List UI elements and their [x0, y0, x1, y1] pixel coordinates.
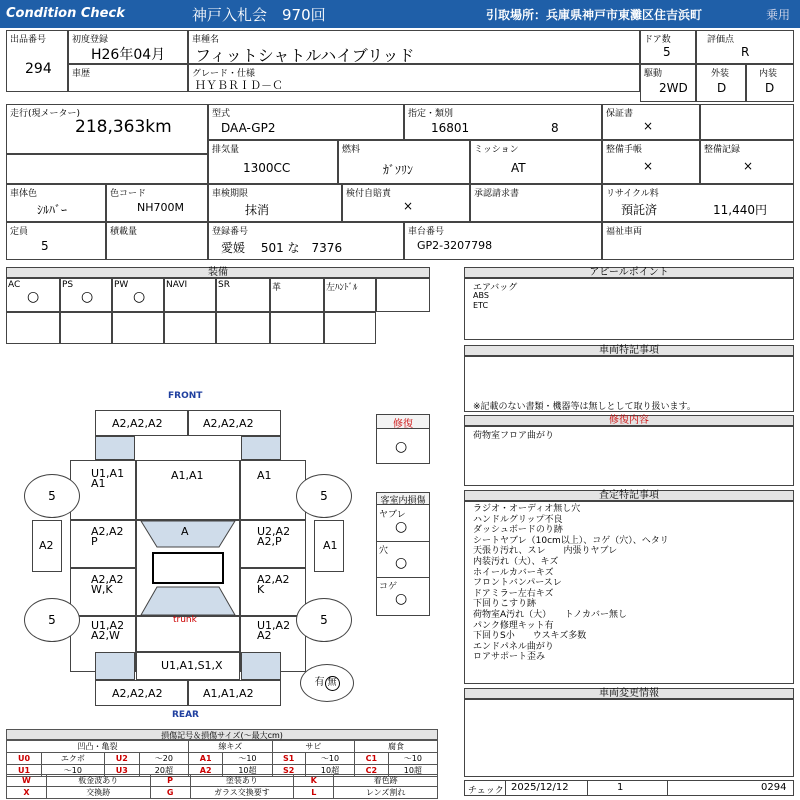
legend-desc: ～10: [388, 753, 437, 765]
legend-code: W: [7, 775, 47, 787]
cabin-damage-title: 客室内損傷: [377, 493, 429, 505]
designation-number: 16801: [431, 121, 470, 135]
inspector-notes-title: 査定特記事項: [464, 490, 794, 501]
inspector-note-line: 内装汚れ（大）、キズ: [473, 556, 559, 567]
trunk-label: trunk: [173, 615, 197, 625]
tire-rear-left: 5: [24, 598, 80, 642]
equipment-label: PS: [62, 280, 74, 290]
legend-desc: ～10: [223, 753, 272, 765]
warranty-cell: [602, 104, 700, 140]
grade-label: グレード・仕様: [192, 69, 256, 79]
color-code: NH700M: [137, 201, 184, 214]
legend-code: S1: [272, 753, 305, 765]
rear-corner-right: [241, 652, 281, 680]
drive-cell: [640, 64, 696, 102]
color-cell: [6, 184, 106, 222]
panel-damage: A1: [257, 469, 272, 482]
panel-damage: A1,A1: [171, 469, 204, 482]
liability-cell: [342, 184, 470, 222]
model-name-label: 車種名: [192, 35, 220, 45]
spare-tire: [300, 664, 354, 702]
check-row: [464, 780, 794, 796]
mileage-extra-cell: [6, 154, 208, 184]
equipment-label: PW: [114, 280, 129, 290]
equipment-label: 左ﾊﾝﾄﾞﾙ: [326, 283, 358, 293]
legend-code: P: [150, 775, 190, 787]
mileage-label: 走行(現メーター): [10, 109, 81, 119]
service-record: ×: [743, 159, 754, 173]
header-bar: [0, 0, 800, 28]
load-cell: [106, 222, 208, 260]
inspector-note-line: 下回りこすり跡: [473, 599, 537, 610]
front-corner-left: [95, 436, 135, 460]
legend-desc: 10超: [388, 765, 437, 777]
panel-damage: U1,A2 A2,W: [91, 619, 125, 642]
front-door-left: [70, 520, 136, 568]
recycle-label: リサイクル料: [606, 189, 659, 199]
recycle-cell: [602, 184, 794, 222]
equipment-grid: [6, 278, 430, 344]
grade: ＨＹＢＲＩＤ－Ｃ: [195, 79, 283, 92]
lot-number: 294: [25, 61, 52, 77]
panel-damage: U1,A1 A1: [91, 467, 125, 490]
warranty-label: 保証書: [606, 109, 634, 119]
color-code-cell: [106, 184, 208, 222]
front-bumper-right: [188, 410, 281, 436]
color-label: 車体色: [10, 189, 38, 199]
model-name-cell: [188, 30, 640, 64]
equipment-lhd: [324, 278, 376, 312]
rear-corner-left: [95, 652, 135, 680]
legend-desc: 10超: [223, 765, 272, 777]
equipment-label: AC: [8, 280, 21, 290]
appeal-line: エアバッグ: [473, 283, 518, 293]
cabin-tear-mark: ○: [395, 519, 408, 535]
equipment-navi: [164, 278, 216, 312]
appeal-title: アピールポイント: [464, 267, 794, 278]
inspector-note-line: シートヤブレ（10cm以上）、コゲ（穴）、ヘタリ: [473, 535, 669, 546]
repair-content-box: [464, 426, 794, 486]
legend-code: U0: [7, 753, 42, 765]
designation-label: 指定・類別: [408, 109, 454, 119]
legend-header: サビ: [272, 741, 355, 753]
legend-desc: 20超: [139, 765, 188, 777]
plate-cell: [208, 222, 404, 260]
legend-code: A2: [189, 765, 223, 777]
mileage-cell: [6, 104, 208, 154]
legend-desc: 交換跡: [46, 787, 150, 799]
change-info-box: [464, 699, 794, 777]
check-date: 2025/12/12: [511, 782, 569, 793]
rear-door-left: [70, 568, 136, 616]
exterior-cell: [696, 64, 746, 102]
doors-cell: [640, 30, 696, 64]
inspector-note-line: パンク修理キット有: [473, 620, 554, 631]
mission-label: ミッション: [474, 145, 519, 155]
plate-label: 登録番号: [212, 227, 249, 237]
doors: 5: [663, 45, 671, 59]
inspector-note-line: ハンドルグリップ不良: [473, 514, 563, 525]
service-book: ×: [643, 159, 654, 173]
equipment-blank: [270, 312, 324, 344]
panel-damage: A1,A1,A2: [203, 687, 254, 700]
equipment-mark: ○: [133, 289, 146, 305]
panel-damage: A2,A2,A2: [112, 417, 163, 430]
panel-damage: A2,A2,A2: [203, 417, 254, 430]
equipment-mark: ○: [27, 289, 40, 305]
equipment-label: SR: [218, 280, 230, 290]
hood: [136, 460, 240, 520]
approval-cell: [470, 184, 602, 222]
spare-tire-label: 有: [314, 677, 325, 688]
spare-tire-mark: 無: [325, 676, 340, 691]
inspector-note-line: ドアミラー左右キズ: [473, 588, 554, 599]
tire-rear-right: 5: [296, 598, 352, 642]
legend-code: U1: [7, 765, 42, 777]
drive-label: 駆動: [644, 69, 663, 79]
displacement: 1300CC: [243, 161, 291, 175]
grade-cell: [188, 64, 640, 92]
appeal-line: ABS: [473, 291, 489, 300]
check-label: チェック: [468, 786, 504, 796]
service-record-cell: [700, 140, 794, 184]
legend-table: [6, 740, 438, 777]
equipment-blank: [6, 312, 60, 344]
legend-header: 凹凸・亀裂: [7, 741, 189, 753]
service-record-label: 整備記録: [704, 145, 741, 155]
auction-title: 神戸入札会 970回: [192, 6, 326, 24]
warranty: ×: [643, 119, 654, 133]
legend-desc: ～20: [139, 753, 188, 765]
equipment-mark: ○: [81, 289, 94, 305]
capacity-cell: [6, 222, 106, 260]
pillar-right: [314, 520, 344, 572]
service-book-cell: [602, 140, 700, 184]
panel-damage: A2,A2 W,K: [91, 573, 124, 596]
doors-label: ドア数: [644, 35, 671, 45]
score-cell: [696, 30, 794, 64]
legend-code: L: [294, 787, 334, 799]
legend-title: 損傷記号＆損傷サイズ(～最大cm): [6, 729, 438, 740]
inspector-note-line: 天張り汚れ、スレ 内張りヤブレ: [473, 546, 618, 557]
special-notes-title: 車両特記事項: [464, 345, 794, 356]
inspector-note-line: ロアサポート歪み: [473, 652, 546, 663]
pickup-location: 引取場所：兵庫県神戸市東灘区住吉浜町: [486, 8, 703, 22]
legend-desc: 10超: [305, 765, 354, 777]
legend-desc: 着色跡: [334, 775, 438, 787]
legend-code: K: [294, 775, 334, 787]
legend-desc: ガラス交換要す: [190, 787, 294, 799]
front-bumper-left: [95, 410, 188, 436]
legend-code: C2: [355, 765, 389, 777]
car-diagram: [0, 388, 376, 720]
interior-grade: D: [765, 81, 775, 95]
inspector-notes-list: [473, 504, 669, 663]
rear-gate: [136, 652, 240, 680]
inspector-note-line: 荷物室A汚れ（大） トノカバー無し: [473, 609, 628, 620]
first-registration: H26年04月: [91, 47, 166, 63]
appeal-line: ETC: [473, 301, 489, 310]
legend-code: X: [7, 787, 47, 799]
recycle-status: 預託済: [621, 203, 658, 217]
equipment-blank: [376, 278, 430, 312]
chassis-number: GP2-3207798: [417, 239, 493, 252]
service-book-label: 整備手帳: [606, 145, 643, 155]
rear-door-right: [240, 568, 306, 616]
designation-cell: [404, 104, 602, 140]
repair-content-title: 修復内容: [464, 415, 794, 426]
appeal-box: [464, 278, 794, 340]
inspector-notes-box: [464, 501, 794, 684]
legend-desc: 板金波あり: [46, 775, 150, 787]
legend-code: S2: [272, 765, 305, 777]
chassis-label: 車台番号: [408, 227, 445, 237]
cabin-area: [136, 520, 240, 616]
score-label: 評価点: [707, 35, 735, 45]
legend-desc: エクボ: [42, 753, 105, 765]
panel-damage: A2,A2,A2: [112, 687, 163, 700]
equipment-ps: [60, 278, 112, 312]
equipment-blank: [60, 312, 112, 344]
panel-damage: U2,A2 A2,P: [257, 525, 291, 548]
inspector-note-line: ホイールカバーキズ: [473, 567, 554, 578]
trunk-area: [136, 616, 240, 652]
liability: ×: [403, 199, 414, 213]
lot-number-cell: [6, 30, 68, 92]
color-code-label: 色コード: [110, 189, 147, 199]
body-color: ｼﾙﾊﾞｰ: [37, 203, 68, 217]
legend-code: C1: [355, 753, 389, 765]
plate-number: 愛媛 501 な 7376: [221, 241, 343, 255]
recycle-fee: 11,440円: [713, 203, 767, 217]
panel-damage: A1: [323, 539, 338, 552]
rear-gate-damage: U1,A1,S1,X: [161, 659, 223, 672]
legend-code: G: [150, 787, 190, 799]
roof-damage: A: [181, 525, 189, 538]
legend-desc: ～10: [42, 765, 105, 777]
equipment-pw: [112, 278, 164, 312]
legend-header: 線キズ: [189, 741, 273, 753]
warranty-extra-cell: [700, 104, 794, 140]
repair-box-mark: ○: [395, 439, 408, 455]
equipment-title: 装備: [6, 267, 430, 278]
mission: AT: [511, 161, 526, 175]
inspector-note-line: 下回りS小 ウスキズ多数: [473, 631, 587, 642]
panel-damage: U1,A2 A2: [257, 619, 291, 642]
inspector-note-line: フロントバンパースレ: [473, 578, 562, 589]
equipment-leather: [270, 278, 324, 312]
category-number: 8: [551, 121, 559, 135]
inspection-expiry: 抹消: [245, 203, 270, 217]
welfare-label: 福祉車両: [606, 227, 643, 237]
legend-code: A1: [189, 753, 223, 765]
legend-desc: ～10: [305, 753, 354, 765]
equipment-label: NAVI: [166, 280, 188, 290]
fuel-label: 燃料: [342, 145, 361, 155]
panel-damage: A2: [39, 539, 54, 552]
legend-code: U2: [104, 753, 139, 765]
front-door-right: [240, 520, 306, 568]
model-code-label: 型式: [212, 109, 231, 119]
legend-code: U3: [104, 765, 139, 777]
rear-bumper-right: [188, 680, 281, 706]
approval-label: 承認請求書: [474, 189, 520, 199]
interior-cell: [746, 64, 794, 102]
equipment-blank: [112, 312, 164, 344]
inspection-cell: [208, 184, 342, 222]
score: R: [741, 45, 750, 59]
capacity: 5: [41, 239, 49, 253]
chassis-cell: [404, 222, 602, 260]
fuel-cell: [338, 140, 470, 184]
cabin-hole-label: 穴: [379, 546, 389, 556]
model-code: DAA-GP2: [221, 121, 276, 135]
cabin-hole-mark: ○: [395, 555, 408, 571]
tire-front-left: 5: [24, 474, 80, 518]
liability-label: 検付自賠責: [346, 189, 392, 199]
panel-damage: A2,A2 K: [257, 573, 290, 596]
check-number: 1: [617, 782, 624, 793]
rear-bumper-left: [95, 680, 188, 706]
inspector-note-line: ダッシュボードのり跡: [473, 525, 563, 536]
brand-title: Condition Check: [6, 6, 125, 21]
pillar-left: [32, 520, 62, 572]
legend-table-2: [6, 774, 438, 799]
interior-label: 内装: [759, 69, 778, 79]
special-notes-box: [464, 356, 794, 412]
equipment-label: 革: [272, 283, 282, 293]
first-registration-cell: [68, 30, 188, 64]
equipment-blank: [324, 312, 376, 344]
check-code: 0294: [761, 782, 787, 793]
front-fender-left: [70, 460, 136, 520]
legend-desc: レンズ割れ: [334, 787, 438, 799]
equipment-blank: [164, 312, 216, 344]
inspector-note-line: ラジオ・オーディオ無し穴: [473, 504, 581, 514]
cabin-burn-mark: ○: [395, 591, 408, 607]
legend-header: 腐食: [355, 741, 438, 753]
repair-content-text: 荷物室フロア曲がり: [473, 431, 555, 441]
panel-damage: A2,A2 P: [91, 525, 124, 548]
cabin-burn-label: コゲ: [379, 582, 398, 592]
mileage: 218,363km: [75, 117, 172, 137]
equipment-blank: [216, 312, 270, 344]
equipment-sr: [216, 278, 270, 312]
special-notes-disclaimer: ※記載のない書類・機器等は無しとして取り扱います。: [473, 402, 696, 412]
displacement-cell: [208, 140, 338, 184]
history-cell: [68, 64, 188, 92]
fuel: ｶﾞｿﾘﾝ: [383, 163, 414, 177]
inspection-label: 車検期限: [212, 189, 249, 199]
drive: 2WD: [659, 81, 688, 95]
front-corner-right: [241, 436, 281, 460]
cabin-tear-label: ヤブレ: [379, 510, 406, 520]
repair-box-title: 修復: [377, 415, 429, 429]
exterior-grade: D: [717, 81, 727, 95]
history-label: 車歴: [72, 69, 91, 79]
legend-desc: 塗装あり: [190, 775, 294, 787]
cabin-damage-box: [376, 492, 430, 616]
inspector-note-line: エンドパネル曲がり: [473, 641, 554, 652]
mission-cell: [470, 140, 602, 184]
exterior-label: 外装: [711, 69, 730, 79]
displacement-label: 排気量: [212, 145, 240, 155]
welfare-cell: [602, 222, 794, 260]
capacity-label: 定員: [10, 227, 29, 237]
equipment-ac: [6, 278, 60, 312]
tire-front-right: 5: [296, 474, 352, 518]
change-info-title: 車両変更情報: [464, 688, 794, 699]
load-label: 積載量: [110, 227, 138, 237]
repair-box: [376, 414, 430, 464]
lot-label: 出品番号: [10, 35, 47, 45]
front-label: FRONT: [168, 391, 203, 401]
vehicle-category: 乗用: [766, 8, 791, 22]
first-registration-label: 初度登録: [72, 35, 109, 45]
model-name: フィットシャトルハイブリッド: [195, 46, 415, 65]
rear-label: REAR: [172, 710, 199, 720]
model-code-cell: [208, 104, 404, 140]
